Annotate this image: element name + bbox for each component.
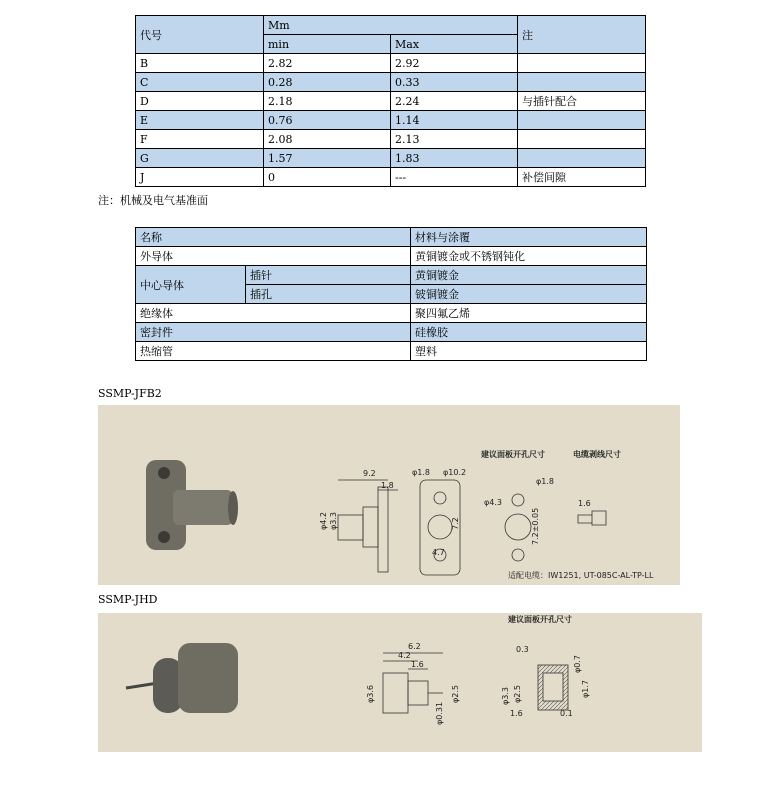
header-name: 名称	[136, 228, 411, 247]
header-min: min	[264, 35, 391, 54]
dim: 7.2±0.05	[531, 507, 540, 545]
cell: J	[136, 168, 264, 187]
dim: φ4.2	[319, 512, 328, 530]
cell	[518, 149, 646, 168]
cell: 2.08	[264, 130, 391, 149]
dim: φ3.3	[501, 687, 510, 705]
cell: 密封件	[136, 323, 411, 342]
dim: φ10.2	[443, 468, 467, 477]
table-row	[136, 54, 646, 73]
table-row	[136, 149, 646, 168]
dim: 4.7	[432, 548, 445, 557]
material-table	[135, 227, 647, 361]
dim: 4.2	[398, 651, 411, 660]
cell: ---	[391, 168, 518, 187]
table-row	[136, 92, 646, 111]
dim: φ3.6	[366, 685, 375, 703]
header-max: Max	[391, 35, 518, 54]
dim: φ4.3	[484, 498, 502, 507]
product1-svg	[98, 405, 680, 585]
cell: 铍铜镀金	[411, 285, 647, 304]
dim: 9.2	[363, 469, 376, 478]
dim: φ3.3	[329, 512, 338, 530]
dim: φ0.7	[573, 655, 582, 673]
cell: 2.92	[391, 54, 518, 73]
cell: 与插针配合	[518, 92, 646, 111]
dim: 0.3	[516, 645, 529, 654]
dimension-table	[135, 15, 646, 187]
cable-note: 适配电缆：IW1251, UT-085C-AL-TP-LL	[508, 571, 654, 580]
cell: C	[136, 73, 264, 92]
cell: 0.33	[391, 73, 518, 92]
connector-render-2	[126, 643, 238, 713]
cell: 插针	[246, 266, 411, 285]
dim: φ0.31	[435, 701, 444, 725]
panel-title: 建议面板开孔尺寸	[481, 450, 545, 459]
connector-render-1	[146, 460, 238, 550]
cell: D	[136, 92, 264, 111]
cell: 2.13	[391, 130, 518, 149]
cell: 塑料	[411, 342, 647, 361]
cell: 外导体	[136, 247, 411, 266]
product2-drawing	[98, 613, 702, 752]
cell	[518, 73, 646, 92]
dim: φ2.5	[451, 685, 460, 703]
cell: 绝缘体	[136, 304, 411, 323]
product1-label: SSMP-JFB2	[98, 387, 162, 400]
cell: E	[136, 111, 264, 130]
header-unit: Mm	[264, 16, 518, 35]
cell: 中心导体	[136, 266, 246, 304]
cell: 黄铜镀金	[411, 266, 647, 285]
cell: 补偿间隙	[518, 168, 646, 187]
cell	[518, 111, 646, 130]
dim: φ2.5	[513, 685, 522, 703]
table-row	[136, 111, 646, 130]
strip-title: 电缆剥线尺寸	[573, 450, 621, 459]
header-code: 代号	[136, 16, 264, 54]
header-note: 注	[518, 16, 646, 54]
cell: 0.28	[264, 73, 391, 92]
dim: φ1.8	[412, 468, 430, 477]
cell: 0.76	[264, 111, 391, 130]
product1-drawing	[98, 405, 680, 585]
header-material: 材料与涂覆	[411, 228, 647, 247]
dim: 7.2	[451, 517, 460, 530]
cell: 聚四氟乙烯	[411, 304, 647, 323]
dim: 1.8	[381, 481, 394, 490]
dim: 1.6	[510, 709, 523, 718]
cell	[518, 130, 646, 149]
cell: 1.83	[391, 149, 518, 168]
cell: 2.18	[264, 92, 391, 111]
cell: 2.24	[391, 92, 518, 111]
dim: 0.1	[560, 709, 573, 718]
dim: 1.6	[578, 499, 591, 508]
cell: F	[136, 130, 264, 149]
dim: 1.6	[411, 660, 424, 669]
table-row	[136, 168, 646, 187]
cell: 黄铜镀金或不锈钢钝化	[411, 247, 647, 266]
dim: φ1.8	[536, 477, 554, 486]
panel-title: 建议面板开孔尺寸	[508, 615, 572, 624]
cell: 插孔	[246, 285, 411, 304]
table-row	[136, 73, 646, 92]
cell: 热缩管	[136, 342, 411, 361]
cell: B	[136, 54, 264, 73]
cell: 1.14	[391, 111, 518, 130]
cell: 0	[264, 168, 391, 187]
table-row	[136, 130, 646, 149]
dim: 6.2	[408, 642, 421, 651]
product2-label: SSMP-JHD	[98, 593, 158, 606]
dim: φ1.7	[581, 680, 590, 698]
cell	[518, 54, 646, 73]
cell: 2.82	[264, 54, 391, 73]
cell: G	[136, 149, 264, 168]
cell: 1.57	[264, 149, 391, 168]
cell: 硅橡胶	[411, 323, 647, 342]
footnote: 注：机械及电气基准面	[98, 194, 208, 207]
product2-svg	[98, 613, 702, 752]
